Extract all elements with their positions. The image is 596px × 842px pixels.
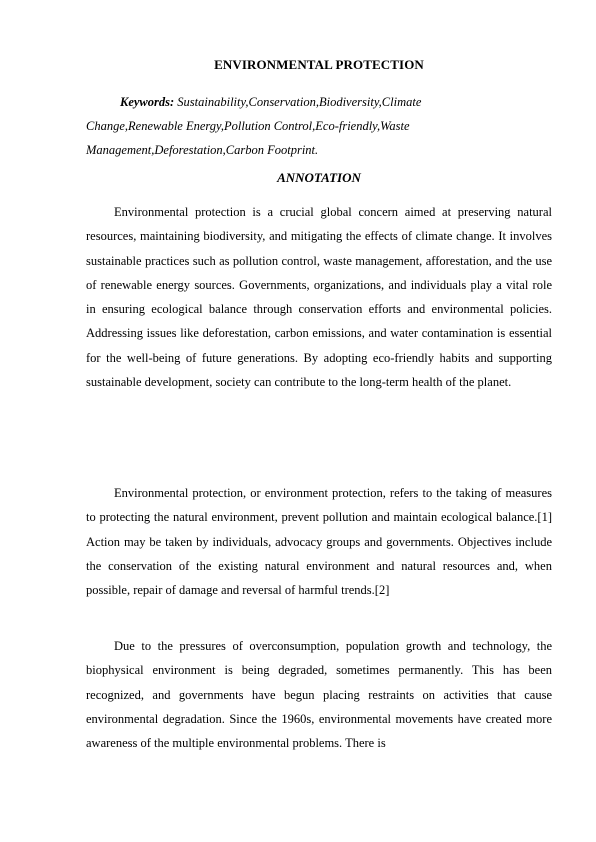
body-paragraph-2: Due to the pressures of overconsumption, population growth and technology, the biophysical environment is being degraded, sometimes permanently. This has been recognized, and governments have begun placing restraints on activities that cause environmental degradation. Since the 1960s, environmental movements have created more awareness of the multiple environmental problems. There is (86, 639, 552, 751)
body-paragraph-1: Environmental protection, or environment protection, refers to the taking of measures to protecting the natural environment, prevent pollution and maintain ecological balance.[1] Action may be taken by individuals, advocacy groups and governments. Objectives include the conservation of the existing natural environment and natural resources and, when possible, repair of damage and reversal of harmful trends.[2] (86, 486, 552, 598)
keywords-text: Sustainability,Conservation,Biodiversity,Climate Change,Renewable Energy,Pollution Control,Eco-friendly,Waste Management,Deforestation,Carbon Footprint. (86, 95, 422, 157)
document-title: ENVIRONMENTAL PROTECTION (214, 57, 424, 72)
annotation-paragraph: Environmental protection is a crucial global concern aimed at preserving natural resources, maintaining biodiversity, and mitigating the effects of climate change. It involves sustainable practices such as pollution control, waste management, afforestation, and the use of renewable energy sources. Governments, organizations, and individuals play a vital role in ensuring ecological balance through conservation efforts and environmental policies. Addressing issues like deforestation, carbon emissions, and water contamination is essential for the well-being of future generations. By adopting eco-friendly habits and supporting sustainable development, society can contribute to the long-term health of the planet. (86, 205, 552, 390)
annotation-heading: ANNOTATION (277, 170, 361, 185)
keywords-block (86, 90, 476, 162)
keywords-label: Keywords: (120, 95, 175, 109)
